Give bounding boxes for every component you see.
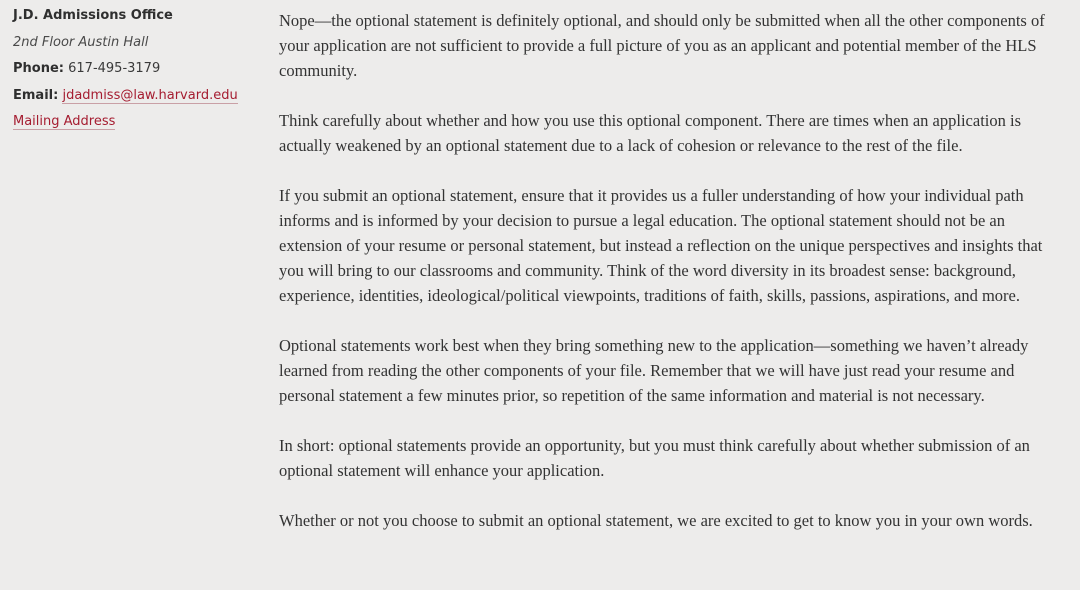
paragraph: Optional statements work best when they bring something new to the application—something we haven’t already learned from reading the other components of your file. Remember that we will have just read your resume and personal statement a few minutes prior, so repetition of the same information and material is not necessary.	[279, 336, 1029, 405]
phone-number: 617-495-3179	[68, 61, 161, 76]
mailing-address-link[interactable]: Mailing Address	[13, 114, 116, 129]
paragraph: Whether or not you choose to submit an optional statement, we are excited to get to know you in your own words.	[279, 511, 1033, 530]
contact-sidebar	[13, 5, 253, 138]
mailing-line	[13, 111, 253, 138]
phone-line	[13, 58, 253, 85]
email-link[interactable]: jdadmiss@law.harvard.edu	[62, 87, 238, 103]
email-line	[13, 85, 253, 112]
paragraph: Nope—the optional statement is definitely optional, and should only be submitted when all the other components of your application are not sufficient to provide a full picture of you as an applicant and potential member of the HLS community.	[279, 11, 1045, 80]
paragraph: If you submit an optional statement, ensure that it provides us a fuller understanding of how your individual path informs and is informed by your decision to pursue a legal education. The optional statement should not be an extension of your resume or personal statement, but instead a reflection on the unique perspectives and insights that you will bring to our classrooms and community. Think of the word diversity in its broadest sense: background, experience, identities, ideological/political viewpoints, traditions of faith, skills, passions, aspirations, and more.	[279, 186, 1043, 305]
article-body	[279, 8, 1064, 558]
paragraph: Think carefully about whether and how you use this optional component. There are times when an application is actually weakened by an optional statement due to a lack of cohesion or relevance to the rest of the file.	[279, 111, 1021, 155]
office-location: 2nd Floor Austin Hall	[13, 34, 149, 50]
office-name: J.D. Admissions Office	[13, 8, 173, 23]
paragraph: In short: optional statements provide an opportunity, but you must think carefully about whether submission of an optional statement will enhance your application.	[279, 436, 1030, 480]
email-label: Email:	[13, 87, 59, 103]
phone-label: Phone:	[13, 61, 64, 76]
